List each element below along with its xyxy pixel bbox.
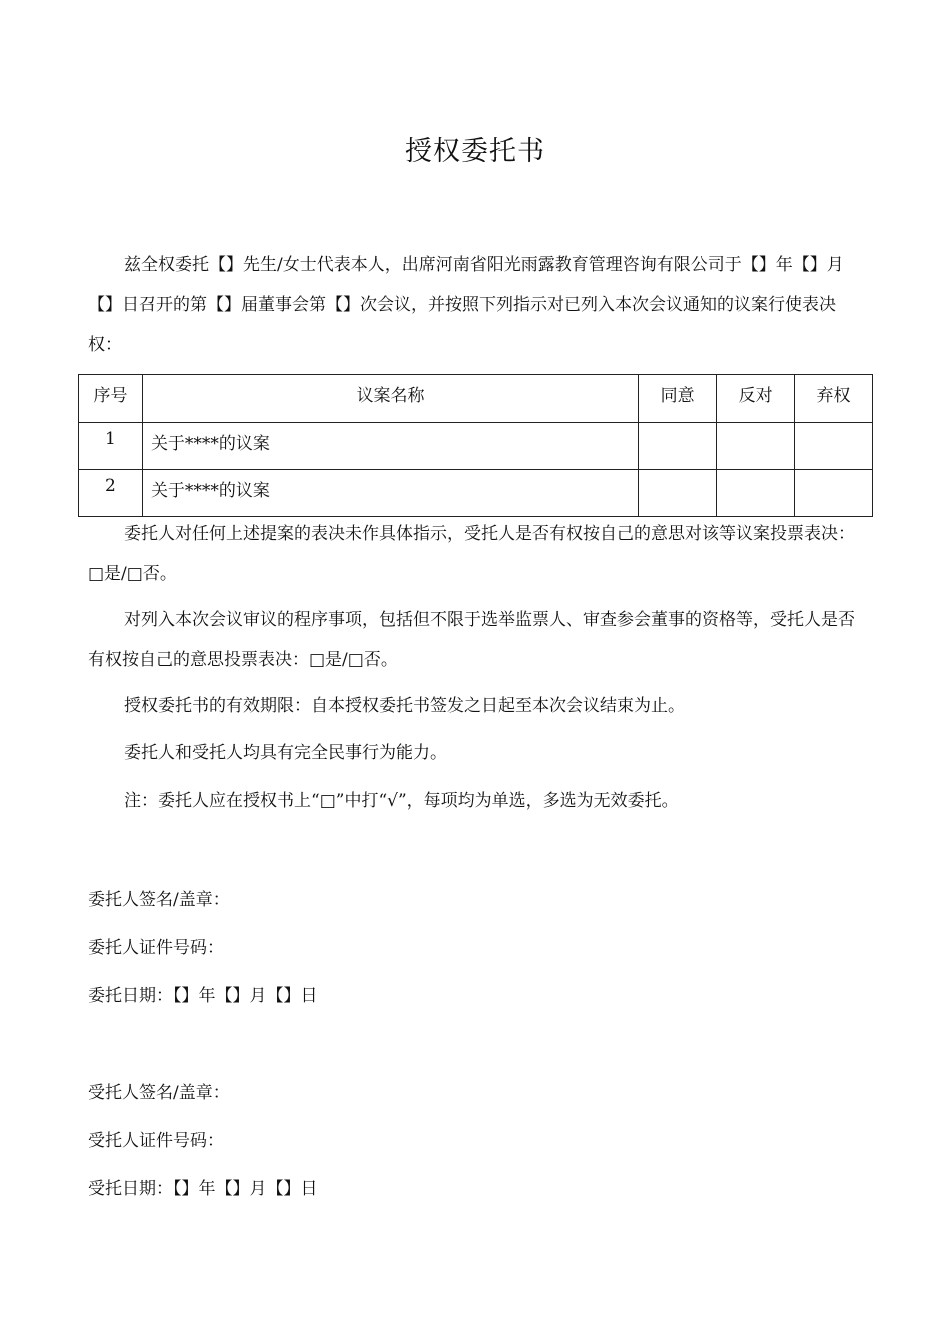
agent-date-field[interactable]: 受托日期：【】年【】月【】日: [88, 1179, 318, 1199]
note-paragraph: 注：委托人应在授权书上“□”中打“√”，每项均为单选，多选为无效委托。: [124, 791, 679, 811]
header-oppose: 反对: [717, 375, 795, 423]
row-no: 1: [79, 423, 143, 470]
motions-table: [78, 374, 873, 517]
header-abstain: 弃权: [795, 375, 873, 423]
header-no: 序号: [79, 375, 143, 423]
procedural-vote-paragraph: 对列入本次会议审议的程序事项，包括但不限于选举监票人、审查参会董事的资格等，受托人是否有权按自己的意思投票表决：□是/□否。: [88, 610, 855, 670]
row-agree-cell[interactable]: [639, 470, 717, 517]
row-agree-cell[interactable]: [639, 423, 717, 470]
header-agree: 同意: [639, 375, 717, 423]
row-abstain-cell[interactable]: [795, 470, 873, 517]
document-title: 授权委托书: [405, 136, 545, 167]
principal-signature-field[interactable]: 委托人签名/盖章：: [88, 890, 230, 910]
agent-id-field[interactable]: 受托人证件号码：: [88, 1131, 224, 1151]
unspecified-vote-paragraph: 委托人对任何上述提案的表决未作具体指示，受托人是否有权按自己的意思对该等议案投票表决：□是/□否。: [88, 524, 855, 584]
agent-signature-field[interactable]: 受托人签名/盖章：: [88, 1083, 230, 1103]
table-row: [79, 470, 873, 517]
row-abstain-cell[interactable]: [795, 423, 873, 470]
row-name: 关于****的议案: [142, 470, 638, 517]
capacity-paragraph: 委托人和受托人均具有完全民事行为能力。: [124, 743, 447, 763]
principal-id-field[interactable]: 委托人证件号码：: [88, 938, 224, 958]
row-no: 2: [79, 470, 143, 517]
header-name: 议案名称: [142, 375, 638, 423]
validity-paragraph: 授权委托书的有效期限：自本授权委托书签发之日起至本次会议结束为止。: [124, 696, 685, 716]
row-name: 关于****的议案: [142, 423, 638, 470]
row-oppose-cell[interactable]: [717, 423, 795, 470]
table-row: [79, 423, 873, 470]
table-header-row: [79, 375, 873, 423]
row-oppose-cell[interactable]: [717, 470, 795, 517]
intro-paragraph: 兹全权委托【】先生/女士代表本人，出席河南省阳光雨露教育管理咨询有限公司于【】年【】月【】日召开的第【】届董事会第【】次会议，并按照下列指示对已列入本次会议通知的议案行使表决权：: [88, 255, 844, 355]
principal-date-field[interactable]: 委托日期：【】年【】月【】日: [88, 986, 318, 1006]
